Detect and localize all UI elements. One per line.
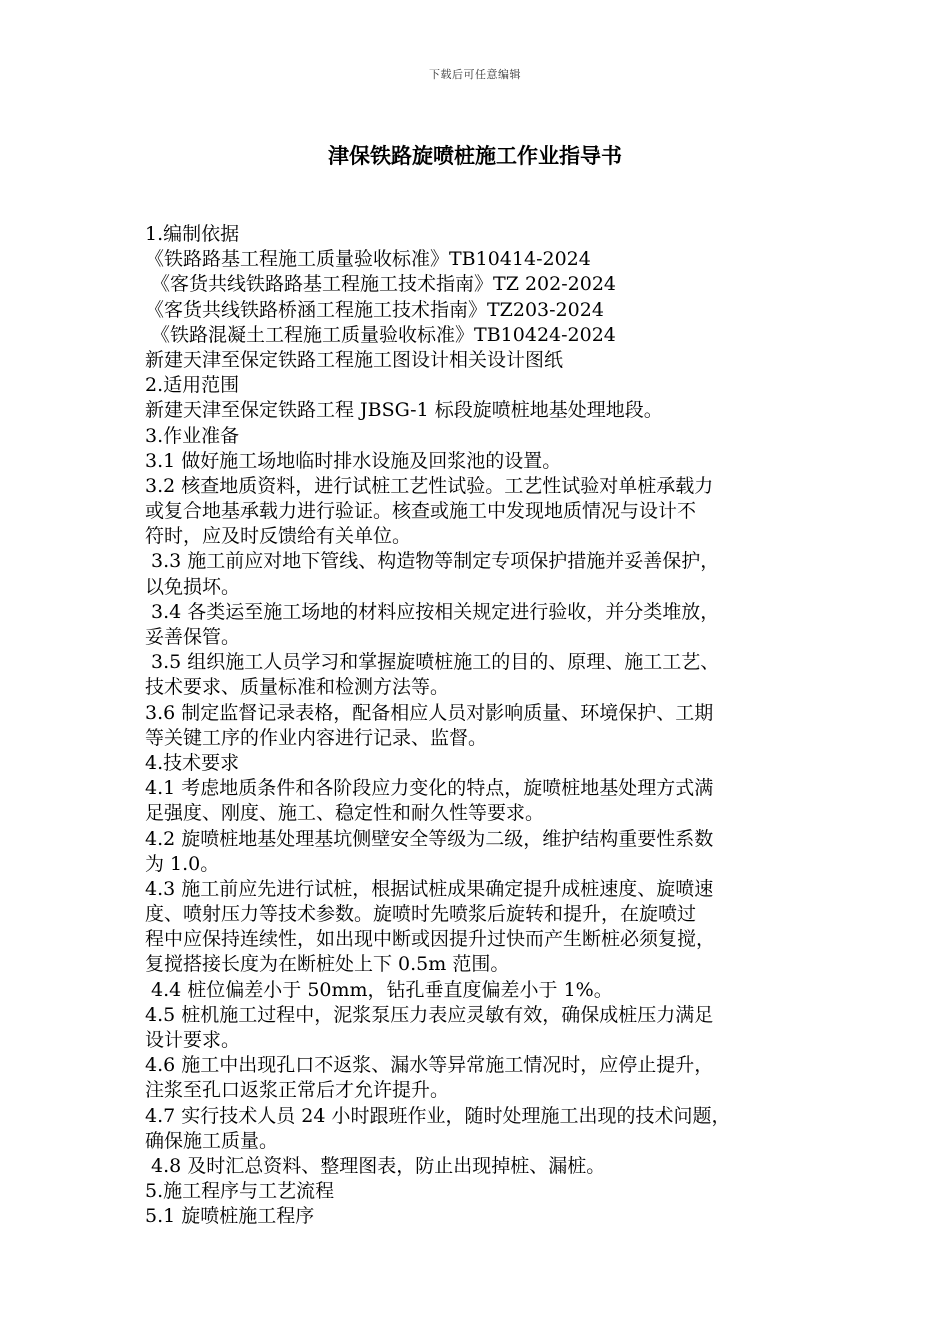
body-line: 等关键工序的作业内容进行记录、监督。 <box>145 726 488 749</box>
body-line: 4.4 桩位偏差小于 50mm，钻孔垂直度偏差小于 1%。 <box>145 978 613 1001</box>
body-line: 3.4 各类运至施工场地的材料应按相关规定进行验收，并分类堆放， <box>145 600 720 623</box>
body-line: 3.作业准备 <box>145 424 240 447</box>
body-line: 或复合地基承载力进行验证。核查或施工中发现地质情况与设计不 <box>145 500 697 523</box>
body-line: 4.技术要求 <box>145 751 240 774</box>
body-line: 5.1 旋喷桩施工程序 <box>145 1205 315 1228</box>
body-line: 1.编制依据 <box>145 223 240 245</box>
body-line: 足强度、刚度、施工、稳定性和耐久性等要求。 <box>145 802 545 825</box>
body-line: 4.2 旋喷桩地基处理基坑侧壁安全等级为二级，维护结构重要性系数 <box>145 827 714 850</box>
body-line: 3.6 制定监督记录表格，配备相应人员对影响质量、环境保护、工期 <box>145 701 714 724</box>
body-line: 复搅搭接长度为在断桩处上下 0.5m 范围。 <box>145 953 510 976</box>
body-line: 《客货共线铁路路基工程施工技术指南》TZ 202-2024 <box>145 273 616 296</box>
body-line: 度、喷射压力等技术参数。旋喷时先喷浆后旋转和提升，在旋喷过 <box>145 903 697 926</box>
document-title: 津保铁路旋喷桩施工作业指导书 <box>328 144 622 168</box>
body-line: 3.1 做好施工场地临时排水设施及回浆池的设置。 <box>145 449 562 472</box>
body-line: 符时，应及时反馈给有关单位。 <box>145 525 412 548</box>
body-line: 4.5 桩机施工过程中，泥浆泵压力表应灵敏有效，确保成桩压力满足 <box>145 1003 714 1026</box>
body-line: 为 1.0。 <box>145 852 220 875</box>
body-line: 2.适用范围 <box>145 374 240 397</box>
body-line: 4.6 施工中出现孔口不返浆、漏水等异常施工情况时，应停止提升， <box>145 1054 714 1077</box>
body-line: 4.3 施工前应先进行试桩，根据试桩成果确定提升成桩速度、旋喷速 <box>145 877 714 900</box>
body-line: 3.5 组织施工人员学习和掌握旋喷桩施工的目的、原理、施工工艺、 <box>145 651 720 674</box>
body-line: 3.3 施工前应对地下管线、构造物等制定专项保护措施并妥善保护， <box>145 550 720 573</box>
body-line: 4.1 考虑地质条件和各阶段应力变化的特点，旋喷桩地基处理方式满 <box>145 777 714 800</box>
body-line: 4.8 及时汇总资料、整理图表，防止出现掉桩、漏桩。 <box>145 1154 606 1177</box>
header-note: 下载后可任意编辑 <box>429 68 521 81</box>
body-line: 技术要求、质量标准和检测方法等。 <box>145 676 450 699</box>
body-line: 新建天津至保定铁路工程施工图设计相关设计图纸 <box>145 348 564 371</box>
body-line: 确保施工质量。 <box>145 1129 279 1152</box>
body-line: 设计要求。 <box>145 1029 241 1051</box>
body-line: 3.2 核查地质资料，进行试桩工艺性试验。工艺性试验对单桩承载力 <box>145 474 714 497</box>
body-line: 注浆至孔口返浆正常后才允许提升。 <box>145 1079 450 1102</box>
body-line: 妥善保管。 <box>145 626 241 648</box>
body-line: 5.施工程序与工艺流程 <box>145 1180 335 1203</box>
document-body <box>145 222 815 1230</box>
body-line: 《客货共线铁路桥涵工程施工技术指南》TZ203-2024 <box>145 298 604 321</box>
body-line: 《铁路混凝土工程施工质量验收标准》TB10424-2024 <box>145 323 616 346</box>
body-line: 《铁路路基工程施工质量验收标准》TB10414-2024 <box>145 248 591 271</box>
body-line: 以免损坏。 <box>145 575 241 598</box>
body-line: 新建天津至保定铁路工程 JBSG-1 标段旋喷桩地基处理地段。 <box>145 399 663 422</box>
body-line: 4.7 实行技术人员 24 小时跟班作业，随时处理施工出现的技术问题， <box>145 1104 731 1127</box>
body-line: 程中应保持连续性，如出现中断或因提升过快而产生断桩必须复搅， <box>145 928 716 951</box>
